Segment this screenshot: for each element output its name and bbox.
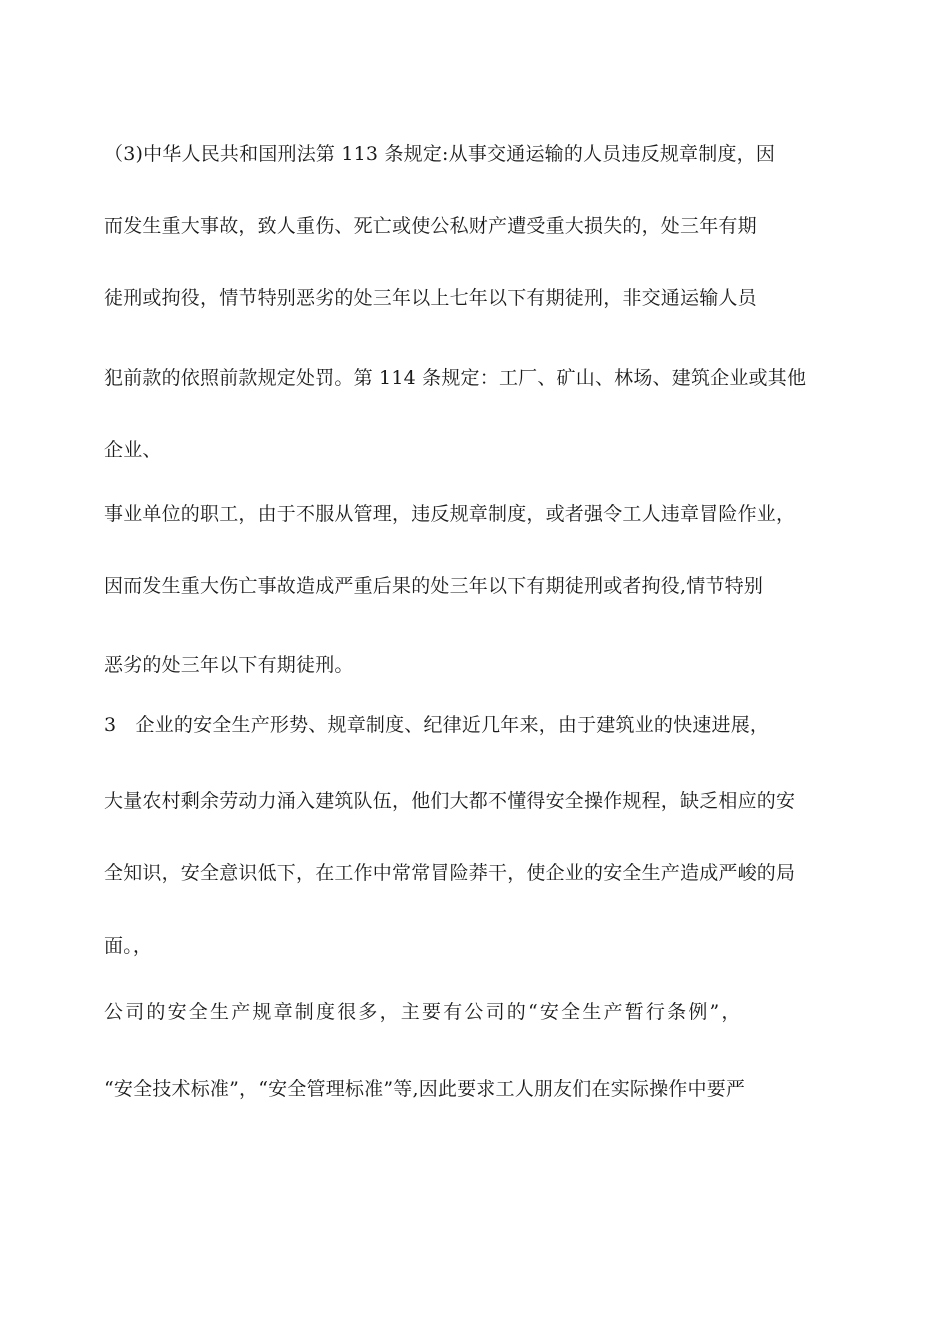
text-line-1: （3)中华人民共和国刑法第 113 条规定:从事交通运输的人员违反规章制度，因 xyxy=(104,143,776,165)
text-line-13: 公司的安全生产规章制度很多，主要有公司的“安全生产暂行条例”， xyxy=(104,1001,743,1023)
text-line-9: 3 企业的安全生产形势、规章制度、纪律近几年来，由于建筑业的快速进展， xyxy=(104,714,770,736)
text-line-4: 犯前款的依照前款规定处罚。第 114 条规定：工厂、矿山、林场、建筑企业或其他 xyxy=(104,367,807,389)
text-line-3: 徒刑或拘役，情节特别恶劣的处三年以上七年以下有期徒刑，非交通运输人员 xyxy=(104,287,757,309)
text-line-14: “安全技术标准”，“安全管理标准”等,因此要求工人朋友们在实际操作中要严 xyxy=(104,1078,746,1100)
text-line-10: 大量农村剩余劳动力涌入建筑队伍，他们大都不懂得安全操作规程，缺乏相应的安 xyxy=(104,790,796,812)
text-line-8: 恶劣的处三年以下有期徒刑。 xyxy=(104,654,354,676)
text-line-11: 全知识，安全意识低下，在工作中常常冒险莽干，使企业的安全生产造成严峻的局 xyxy=(104,862,796,884)
text-line-6: 事业单位的职工，由于不服从管理，违反规章制度，或者强令工人违章冒险作业， xyxy=(104,503,796,525)
text-line-2: 而发生重大事故，致人重伤、死亡或使公私财产遭受重大损失的，处三年有期 xyxy=(104,215,757,237)
text-line-12: 面。， xyxy=(104,935,153,957)
text-line-5: 企业、 xyxy=(104,439,162,461)
text-line-7: 因而发生重大伤亡事故造成严重后果的处三年以下有期徒刑或者拘役,情节特别 xyxy=(104,575,764,597)
